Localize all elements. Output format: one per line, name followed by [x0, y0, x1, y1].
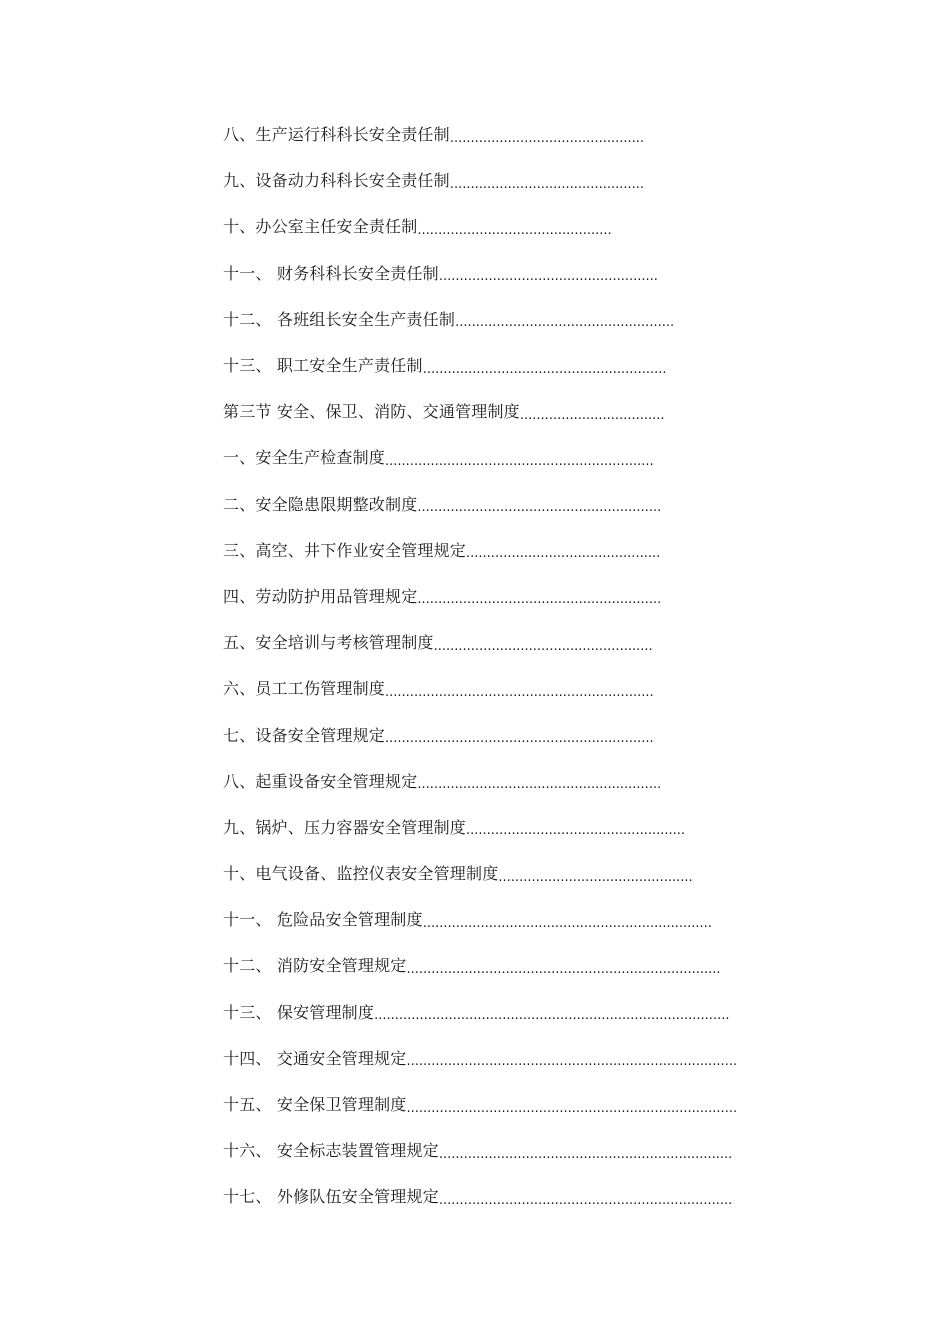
toc-dot-leader: .................................................................	[385, 453, 654, 469]
toc-entry[interactable]	[223, 435, 843, 481]
toc-entry-title: 十一、 危险品安全管理制度	[223, 910, 423, 930]
toc-entry[interactable]	[223, 666, 843, 712]
toc-entry[interactable]	[223, 251, 843, 297]
toc-dot-leader: .....................................................	[433, 638, 653, 654]
toc-entry[interactable]	[223, 528, 843, 574]
toc-entry[interactable]	[223, 620, 843, 666]
toc-entry[interactable]	[223, 343, 843, 389]
toc-dot-leader: .................................................................	[385, 731, 654, 747]
toc-entry-title: 十七、 外修队伍安全管理规定	[223, 1187, 439, 1207]
toc-entry[interactable]	[223, 805, 843, 851]
toc-dot-leader: ...............................................	[498, 869, 693, 885]
toc-entry[interactable]	[223, 1036, 843, 1082]
toc-dot-leader: ...................................	[519, 407, 665, 423]
toc-entry-title: 四、劳动防护用品管理规定	[223, 586, 418, 606]
toc-entry[interactable]	[223, 158, 843, 204]
toc-entry-title: 十二、 各班组长安全生产责任制	[223, 309, 456, 329]
toc-entry[interactable]	[223, 204, 843, 250]
toc-entry-title: 六、员工工伤管理制度	[223, 679, 386, 699]
toc-entry[interactable]	[223, 759, 843, 805]
toc-dot-leader: ...........................................................	[417, 592, 662, 608]
toc-entry[interactable]	[223, 297, 843, 343]
toc-entry-title: 五、安全培训与考核管理制度	[223, 633, 434, 653]
toc-entry-title: 第三节 安全、保卫、消防、交通管理制度	[223, 402, 520, 422]
toc-dot-leader: .......................................................................	[438, 1146, 733, 1162]
toc-entry-title: 十三、 职工安全生产责任制	[223, 356, 423, 376]
toc-entry[interactable]	[223, 897, 843, 943]
toc-entry-title: 三、高空、井下作业安全管理规定	[223, 540, 467, 560]
toc-dot-leader: .......................................................................	[438, 1192, 733, 1208]
toc-dot-leader: ...........................................................	[422, 361, 667, 377]
toc-entry-title: 八、起重设备安全管理规定	[223, 771, 418, 791]
toc-entry-title: 七、设备安全管理规定	[223, 725, 386, 745]
toc-dot-leader: ......................................................................	[422, 915, 712, 931]
toc-entry[interactable]	[223, 943, 843, 989]
toc-dot-leader: ...........................................................	[417, 500, 662, 516]
toc-dot-leader: .....................................................	[466, 823, 686, 839]
toc-entry[interactable]	[223, 574, 843, 620]
toc-dot-leader: .................................................................	[385, 684, 654, 700]
toc-entry-title: 十五、 安全保卫管理制度	[223, 1095, 407, 1115]
toc-dot-leader: ...............................................	[466, 546, 661, 562]
toc-entry[interactable]	[223, 990, 843, 1036]
toc-entry[interactable]	[223, 1174, 843, 1220]
toc-section-heading[interactable]	[223, 389, 843, 435]
toc-dot-leader: ............................................................................	[406, 961, 721, 977]
toc-entry[interactable]	[223, 851, 843, 897]
toc-dot-leader: ...............................................	[449, 176, 645, 192]
toc-dot-leader: .....................................................	[455, 315, 675, 331]
toc-entry[interactable]	[223, 112, 843, 158]
toc-entry-title: 十、电气设备、监控仪表安全管理制度	[223, 864, 499, 884]
toc-dot-leader: .....................................................	[438, 269, 658, 285]
toc-entry-title: 九、设备动力科科长安全责任制	[223, 171, 450, 191]
toc-dot-leader: ......................................................................................	[374, 1008, 730, 1024]
toc-entry-title: 一、安全生产检查制度	[223, 448, 386, 468]
toc-entry[interactable]	[223, 1128, 843, 1174]
toc-entry-title: 十、办公室主任安全责任制	[223, 217, 418, 237]
toc-entry[interactable]	[223, 1082, 843, 1128]
toc-entry[interactable]	[223, 712, 843, 758]
toc-dot-leader: ................................................................................	[406, 1100, 738, 1116]
toc-entry-title: 十一、 财务科科长安全责任制	[223, 263, 439, 283]
toc-dot-leader: ...............................................	[449, 130, 645, 146]
toc-entry-title: 九、锅炉、压力容器安全管理制度	[223, 817, 467, 837]
toc-entry-title: 二、安全隐患限期整改制度	[223, 494, 418, 514]
toc-entry-title: 十二、 消防安全管理规定	[223, 956, 407, 976]
toc-entry[interactable]	[223, 482, 843, 528]
table-of-contents	[223, 112, 843, 1221]
toc-entry-title: 十三、 保安管理制度	[223, 1002, 375, 1022]
toc-dot-leader: ...............................................	[417, 222, 612, 238]
toc-dot-leader: ...........................................................	[417, 777, 662, 793]
toc-entry-title: 十四、 交通安全管理规定	[223, 1048, 407, 1068]
toc-entry-title: 十六、 安全标志装置管理规定	[223, 1141, 439, 1161]
toc-entry-title: 八、生产运行科科长安全责任制	[223, 125, 450, 145]
toc-dot-leader: ................................................................................	[406, 1054, 738, 1070]
